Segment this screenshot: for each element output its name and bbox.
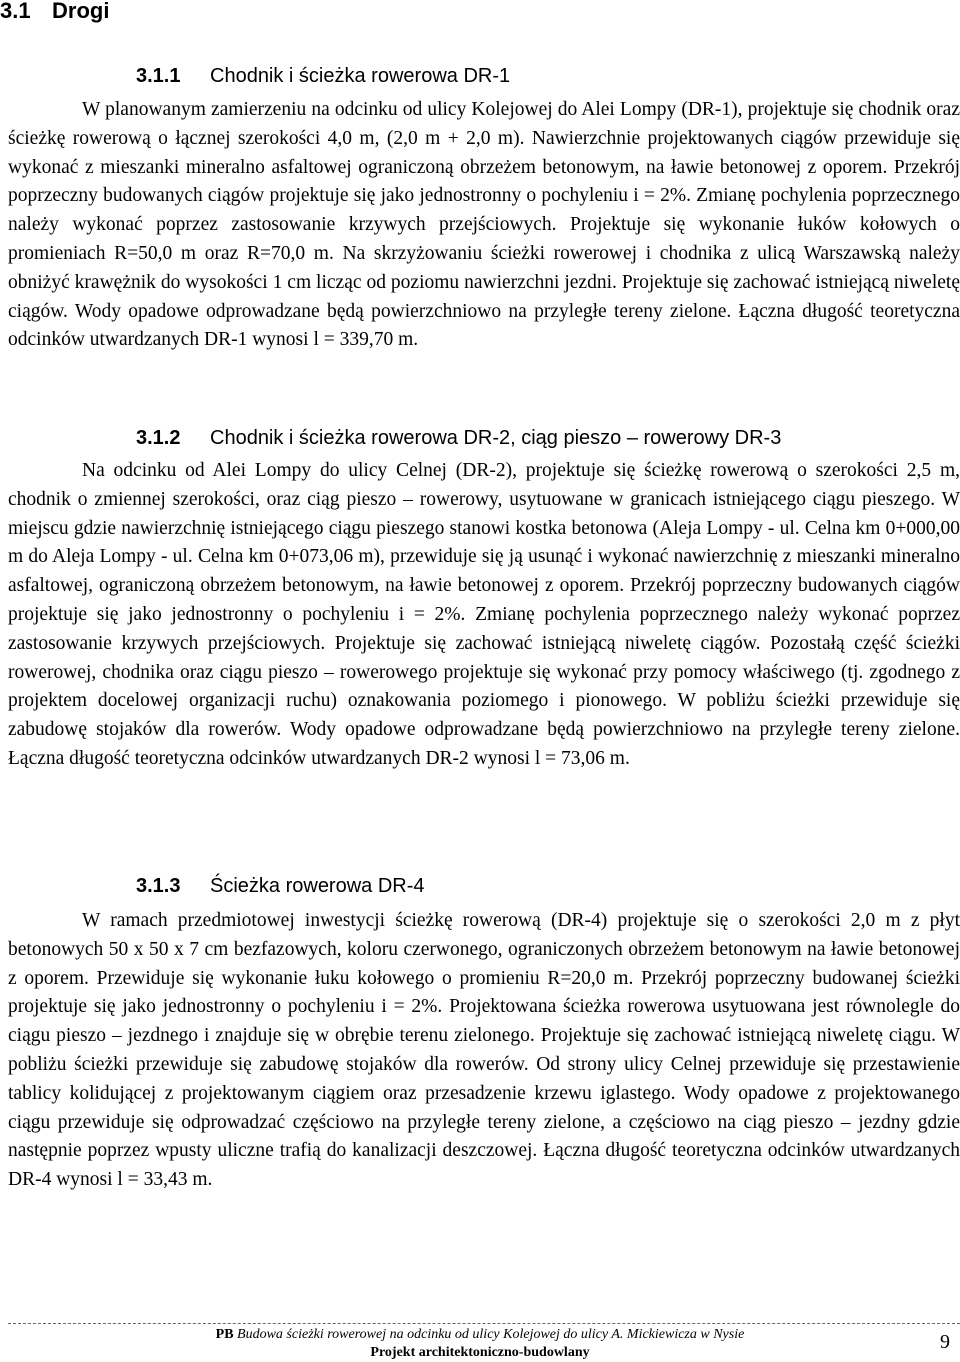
page-footer xyxy=(0,1326,960,1362)
footer-title: Budowa ścieżki rowerowej na odcinku od ulicy Kolejowej do ulicy A. Mickiewicza w Nysie xyxy=(237,1327,745,1342)
section-number: 3.1 xyxy=(0,0,31,23)
subsection-number: 3.1.1 xyxy=(136,65,181,87)
subsection-number: 3.1.3 xyxy=(136,875,181,897)
subsection-heading-dr1 xyxy=(136,62,510,90)
subsection-number: 3.1.2 xyxy=(136,427,181,449)
paragraph-dr1: W planowanym zamierzeniu na odcinku od ulicy Kolejowej do Alei Lompy (DR-1), projektuje się chodnik oraz ścieżkę rowerową o łącznej szerokości 4,0 m, (2,0 m + 2,0 m). Nawierzchnie projektowanych ciągów przewiduje się wykonać z mieszanki mineralno asfaltowej ograniczoną obrzeżem betonowym, na ławie betonowej z oporem. Przekrój poprzeczny budowanych ciągów projektuje się jako jednostronny o pochyleniu i = 2%. Zmianę pochylenia poprzecznego należy wykonać poprzez zastosowanie krzywych przejściowych. Projektuje się wykonanie łuków kołowych o promieniach R=50,0 m oraz R=70,0 m. Na skrzyżowaniu ścieżki rowerowej i chodnika z ulicą Warszawską należy obniżyć krawężnik do wysokości 1 cm licząc od poziomu nawierzchni jezdni. Projektuje się zachować istniejącą niweletę ciągów. Wody opadowe odprowadzane będą powierzchniowo na przyległe tereny zielone. Łączna długość teoretyczna odcinków utwardzanych DR-1 wynosi l = 339,70 m. xyxy=(8,99,960,351)
paragraph-dr2-dr3: Na odcinku od Alei Lompy do ulicy Celnej (DR-2), projektuje się ścieżkę rowerową o szerokości 2,5 m, chodnik o zmiennej szerokości, oraz ciąg pieszo – rowerowy, usytuowane w granicach istniejącego ciągu pieszego. W miejscu gdzie nawierzchnię istniejącego ciągu pieszego stanowi kostka betonowa (Aleja Lompy - ul. Celna km 0+000,00 m do Aleja Lompy - ul. Celna km 0+073,06 m), przewiduje się ją usunąć i wykonać nawierzchnię z mieszanki mineralno asfaltowej, ograniczoną obrzeżem betonowym, na ławie betonowej z oporem. Przekrój poprzeczny budowanych ciągów projektuje się jako jednostronny o pochyleniu i = 2%. Zmianę pochylenia poprzecznego należy wykonać poprzez zastosowanie krzywych przejściowych. Projektuje się zachować istniejącą niweletę ciągów. Pozostałą część ścieżki rowerowej, chodnika oraz ciągu pieszo – rowerowego projektuje się wykonać przy pomocy właściwego (tj. zgodnego z projektem docelowej organizacji ruchu) oznakowania poziomego i pionowego. W pobliżu ścieżki przewiduje się zabudowę stojaków dla rowerów. Wody opadowe odprowadzane będą powierzchniowo na przyległe tereny zielone. Łączna długość teoretyczna odcinków utwardzanych DR-2 wynosi l = 73,06 m. xyxy=(8,460,960,769)
subsection-title: Chodnik i ścieżka rowerowa DR-1 xyxy=(210,65,511,87)
subsection-heading-dr4 xyxy=(136,872,425,900)
footer-prefix: PB xyxy=(215,1327,234,1342)
subsection-title: Chodnik i ścieżka rowerowa DR-2, ciąg pieszo – rowerowy DR-3 xyxy=(210,427,782,449)
section-heading xyxy=(0,0,109,26)
subsection-heading-dr2-dr3 xyxy=(136,424,781,452)
subsection-title: Ścieżka rowerowa DR-4 xyxy=(210,875,425,897)
section-title: Drogi xyxy=(52,0,110,23)
page-number: 9 xyxy=(940,1331,950,1353)
footer-divider xyxy=(8,1323,960,1324)
paragraph-dr4: W ramach przedmiotowej inwestycji ścieżkę rowerową (DR-4) projektuje się o szerokości 2,0 m z płyt betonowych 50 x 50 x 7 cm bezfazowych, koloru czerwonego, ograniczonych obrzeżem betonowym na ławie betonowej z oporem. Przewiduje się wykonanie łuku kołowego o promieniu R=20,0 m. Przekrój poprzeczny budowanej ścieżki projektuje się jako jednostronny o pochyleniu i = 2%. Projektowana ścieżka rowerowa usytuowana jest równolegle do ciągu pieszo – jezdnego i znajduje się w obrębie terenu zielonego. Projektuje się zachować istniejącą niweletę ciągu. W pobliżu ścieżki przewiduje się zabudowę stojaków dla rowerów. Od strony ulicy Celnej przewiduje się przestawienie tablicy kolidującej z projektowanym ciągiem oraz przesadzenie krzewu iglastego. Wody opadowe z projektowanego ciągu przewiduje się odprowadzać częściowo na przyległe tereny zielone, a częściowo na ciąg pieszo – jezdny gdzie następnie poprzez wpusty uliczne trafią do kanalizacji deszczowej. Łączna długość teoretyczna odcinków utwardzanych DR-4 wynosi l = 33,43 m. xyxy=(8,910,960,1191)
footer-subtitle: Projekt architektoniczno-budowlany xyxy=(370,1345,590,1360)
footer-line-1 xyxy=(0,1326,960,1344)
